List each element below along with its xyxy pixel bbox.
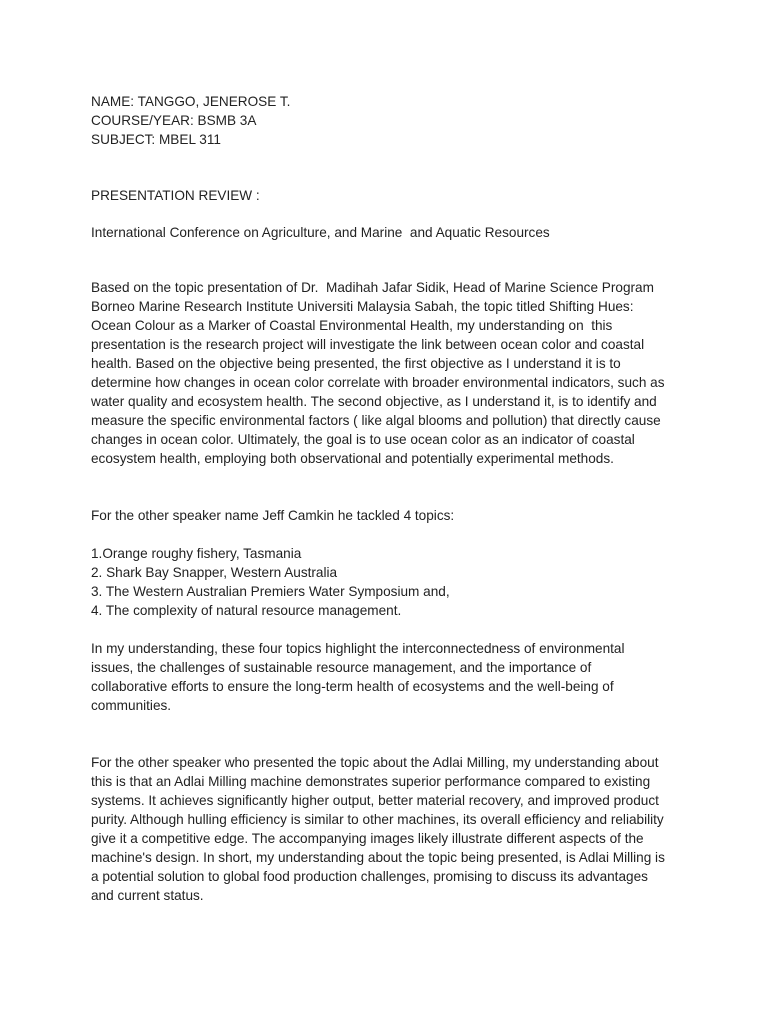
list-item: 4. The complexity of natural resource management. [91, 603, 402, 618]
list-item: 1.Orange roughy fishery, Tasmania [91, 546, 302, 561]
speaker-2-intro: For the other speaker name Jeff Camkin he tackled 4 topics: [91, 508, 455, 523]
paragraph-line: water quality and ecosystem health. The second objective, as I understand it, is to identify and [91, 394, 657, 409]
paragraph-adlai-review [91, 753, 691, 905]
paragraph-line: health. Based on the objective being presented, the first objective as I understand it is to [91, 356, 621, 371]
paragraph-line: ecosystem health, employing both observational and potentially experimental methods. [91, 451, 614, 466]
paragraph-line: machine's design. In short, my understanding about the topic being presented, is Adlai Milling is [91, 850, 665, 865]
topics-list [91, 544, 691, 620]
paragraph-line: Borneo Marine Research Institute Universiti Malaysia Sabah, the topic titled Shifting Hues: [91, 299, 634, 314]
paragraph-line: systems. It achieves significantly higher output, better material recovery, and improved product [91, 793, 659, 808]
document-body [91, 92, 691, 905]
course-year: COURSE/YEAR: BSMB 3A [91, 113, 257, 128]
paragraph-line: presentation is the research project will investigate the link between ocean color and coastal [91, 337, 645, 352]
paragraph-line: determine how changes in ocean color correlate with broader environmental indicators, such as [91, 375, 665, 390]
paragraph-line: communities. [91, 698, 172, 713]
list-item: 2. Shark Bay Snapper, Western Australia [91, 565, 338, 580]
review-title: PRESENTATION REVIEW : [91, 188, 260, 203]
subject: SUBJECT: MBEL 311 [91, 132, 221, 147]
paragraph-madihah-review [91, 278, 691, 468]
paragraph-line: Based on the topic presentation of Dr. Madihah Jafar Sidik, Head of Marine Science Program [91, 280, 654, 295]
paragraph-line: collaborative efforts to ensure the long-term health of ecosystems and the well-being of [91, 679, 614, 694]
student-info [91, 92, 691, 149]
paragraph-camkin-review [91, 639, 691, 715]
paragraph-line: In my understanding, these four topics highlight the interconnectedness of environmental [91, 641, 625, 656]
paragraph-line: give it a competitive edge. The accompanying images likely illustrate different aspects of the [91, 831, 644, 846]
conference-title: International Conference on Agriculture, and Marine and Aquatic Resources [91, 225, 550, 240]
paragraph-line: a potential solution to global food production challenges, promising to discuss its advantages [91, 869, 648, 884]
paragraph-line: purity. Although hulling efficiency is similar to other machines, its overall efficiency and reliability [91, 812, 664, 827]
list-item: 3. The Western Australian Premiers Water Symposium and, [91, 584, 450, 599]
paragraph-line: measure the specific environmental factors ( like algal blooms and pollution) that directly cause [91, 413, 661, 428]
paragraph-line: and current status. [91, 888, 204, 903]
student-name: NAME: TANGGO, JENEROSE T. [91, 94, 291, 109]
paragraph-line: issues, the challenges of sustainable resource management, and the importance of [91, 660, 592, 675]
paragraph-line: this is that an Adlai Milling machine demonstrates superior performance compared to existing [91, 774, 651, 789]
paragraph-line: Ocean Colour as a Marker of Coastal Environmental Health, my understanding on this [91, 318, 613, 333]
paragraph-line: changes in ocean color. Ultimately, the goal is to use ocean color as an indicator of coastal [91, 432, 635, 447]
paragraph-line: For the other speaker who presented the topic about the Adlai Milling, my understanding about [91, 755, 659, 770]
